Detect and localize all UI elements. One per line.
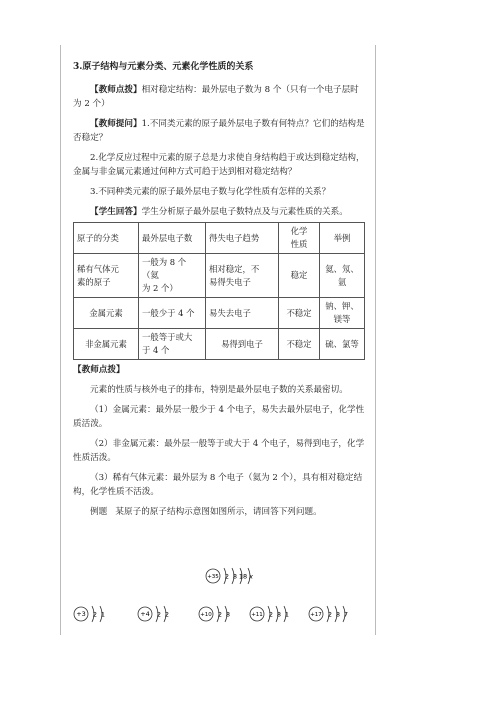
atom-structure-option — [198, 603, 248, 625]
table-cell: 硫、氯等 — [320, 329, 365, 360]
table-cell: 易得到电子 — [206, 329, 279, 360]
option-atom-3 — [198, 603, 248, 629]
table-cell: 不稳定 — [279, 329, 320, 360]
student-answer: 【学生回答】学生分析原子最外层电子数特点及与元素性质的关系。 — [90, 207, 348, 217]
atom-structure-option — [73, 603, 123, 625]
table-header-cell: 原子的分类 — [74, 223, 139, 254]
shell-electron-count: 2 — [164, 610, 170, 619]
table-header-row — [74, 223, 365, 254]
shell-electron-count: 2 — [217, 610, 223, 619]
nucleus-charge: +17 — [310, 612, 322, 619]
section-title: 3.原子结构与元素分类、元素化学性质的关系 — [73, 62, 254, 72]
table-cell: 氦、氖、氩 — [320, 254, 365, 298]
atom-structure-option — [308, 603, 364, 625]
shell-electron-count: 8 — [232, 572, 238, 581]
table-cell: 易失去电子 — [206, 298, 279, 329]
shell-electron-count: 8 — [335, 610, 341, 619]
option-atom-5 — [308, 603, 364, 629]
shell-electron-count: x — [249, 572, 253, 581]
example-question: 例题 某原子的原子结构示意图如图所示，请回答下列问题。 — [90, 507, 322, 517]
atom-structure-main — [205, 565, 285, 587]
shell-electron-count: 8 — [225, 610, 231, 619]
tip-2-para-2: （1）金属元素：最外层一般少于 4 个电子，易失去最外层电子，化学性 — [90, 405, 365, 415]
teacher-tip-2-label: 【教师点拨】 — [73, 365, 125, 375]
nucleus-charge: +11 — [251, 612, 263, 619]
nucleus-charge: +4 — [140, 610, 150, 619]
tip-2-para-2-cont: 质活泼。 — [73, 419, 108, 429]
tip-2-para-4: （3）稀有气体元素：最外层为 8 个电子（氦为 2 个），具有相对稳定结 — [90, 473, 363, 483]
atomic-structure-diagrams — [73, 565, 365, 635]
table-cell: 稀有气体元 素的原子 — [74, 254, 139, 298]
table-cell: 一般为 8 个（氦 为 2 个） — [139, 254, 206, 298]
table-cell: 钠、钾、镁等 — [320, 298, 365, 329]
tip-2-para-3: （2）非金属元素：最外层一般等于或大于 4 个电子，易得到电子，化学 — [90, 439, 365, 449]
table-header-cell: 得失电子趋势 — [206, 223, 279, 254]
question-3: 3.不同种类元素的原子最外层电子数与化学性质有怎样的关系？ — [90, 187, 331, 197]
shell-electron-count: 1 — [284, 610, 290, 619]
table-row — [74, 254, 365, 298]
table-cell: 一般少于 4 个 — [139, 298, 206, 329]
question-2: 2.化学反应过程中元素的原子总是力求使自身结构趋于或达到稳定结构， — [90, 153, 365, 163]
table-cell: 不稳定 — [279, 298, 320, 329]
table-cell: 非金属元素 — [74, 329, 139, 360]
shell-electron-count: 8 — [276, 610, 282, 619]
table-cell: 一般等于或大 于 4 个 — [139, 329, 206, 360]
teacher-question: 【教师提问】1.不同类元素的原子最外层电子数有何特点？它们的结构是 — [90, 119, 365, 129]
table-cell: 相对稳定，不 易得失电子 — [206, 254, 279, 298]
document-body — [73, 60, 365, 519]
page-frame-right — [375, 45, 376, 635]
shell-electron-count: 2 — [92, 610, 98, 619]
atom-structure-option — [249, 603, 305, 625]
nucleus-charge: +10 — [200, 612, 212, 619]
nucleus-charge: +35 — [207, 574, 219, 581]
table-cell: 金属元素 — [74, 298, 139, 329]
teacher-tip-1: 【教师点拨】相对稳定结构：最外层电子数为 8 个（只有一个电子层时 — [90, 85, 359, 95]
option-atom-2 — [137, 603, 187, 629]
table-header-cell: 化学 性质 — [279, 223, 320, 254]
table-cell: 稳定 — [279, 254, 320, 298]
tip-2-para-4-cont: 构，化学性质不活泼。 — [73, 487, 159, 497]
option-atom-1 — [73, 603, 123, 629]
shell-electron-count: 2 — [224, 572, 230, 581]
question-1-cont: 否稳定？ — [73, 133, 108, 143]
atom-structure-option — [137, 603, 187, 625]
shell-electron-count: 18 — [238, 572, 248, 581]
nucleus-charge: +3 — [76, 610, 86, 619]
shell-electron-count: 2 — [268, 610, 274, 619]
teacher-tip-1-cont: 为 2 个） — [73, 99, 110, 109]
shell-electron-count: 7 — [343, 610, 349, 619]
shell-electron-count: 2 — [156, 610, 162, 619]
table-header-cell: 最外层电子数 — [139, 223, 206, 254]
shell-electron-count: 2 — [327, 610, 333, 619]
question-2-cont: 金属与非金属元素通过何种方式可趋于达到相对稳定结构？ — [73, 167, 297, 177]
element-classification-table — [73, 222, 365, 360]
tip-2-para-1: 元素的性质与核外电子的排布，特别是最外层电子数的关系最密切。 — [90, 385, 348, 395]
table-header-cell: 举例 — [320, 223, 365, 254]
main-atom-diagram — [205, 565, 285, 591]
option-atom-4 — [249, 603, 305, 629]
table-row — [74, 298, 365, 329]
tip-2-para-3-cont: 性质活泼。 — [73, 453, 116, 463]
table-row — [74, 329, 365, 360]
shell-electron-count: 1 — [100, 610, 106, 619]
page-frame-left — [60, 45, 61, 635]
